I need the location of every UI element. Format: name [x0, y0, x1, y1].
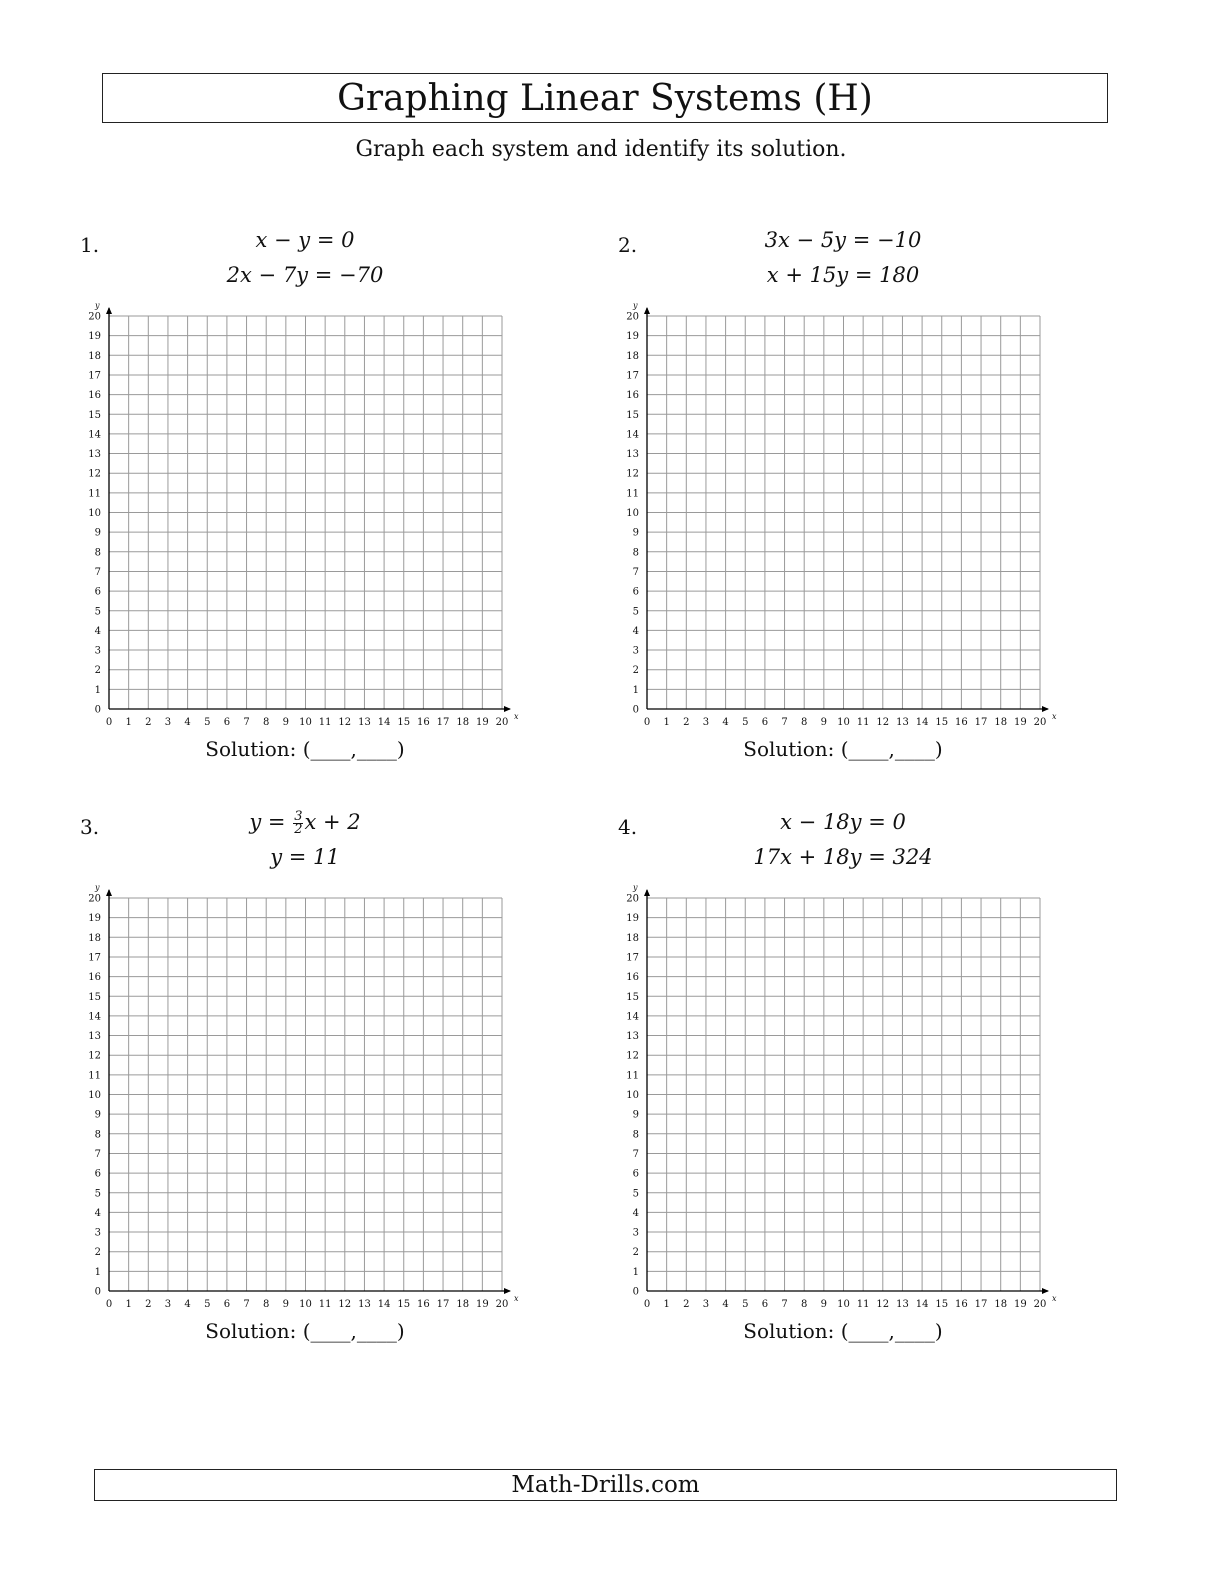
x-tick-label: 19: [1013, 717, 1027, 728]
equation-1: 3x − 5y = −10: [764, 228, 922, 252]
x-tick-label: 9: [820, 717, 828, 728]
x-tick-label: 18: [994, 1299, 1008, 1310]
y-tick-label: 18: [626, 350, 639, 362]
x-tick-label: 7: [781, 717, 788, 728]
x-tick-label: 1: [663, 717, 670, 728]
problem-3: [80, 809, 620, 1375]
problem-2: [618, 228, 1158, 793]
x-tick-label: 5: [742, 717, 749, 728]
y-axis-arrow-icon: [106, 307, 112, 314]
x-tick-label: 13: [358, 1299, 371, 1310]
x-tick-label: 15: [935, 1299, 949, 1310]
equation-1: x − 18y = 0: [780, 810, 906, 834]
footer: Math-Drills.com: [94, 1469, 1117, 1501]
x-tick-label: 12: [876, 717, 890, 728]
x-tick-label: 15: [935, 717, 949, 728]
grid-lines: [647, 898, 1040, 1291]
x-tick-label: 3: [164, 1299, 172, 1310]
y-tick-label: 6: [94, 1168, 101, 1180]
y-tick-label: 10: [626, 508, 639, 519]
y-tick-label: 17: [88, 370, 101, 382]
x-tick-label: 10: [299, 717, 312, 728]
equation-prefix: y =: [249, 810, 293, 834]
y-tick-label: 12: [88, 468, 101, 480]
x-tick-label: 14: [377, 717, 391, 728]
coordinate-grid[interactable]: [618, 871, 1068, 1311]
x-tick-label: 2: [145, 717, 152, 728]
y-tick-label: 10: [88, 508, 101, 519]
x-axis-arrow-icon: [1042, 706, 1049, 712]
y-tick-label: 19: [88, 331, 101, 343]
solution-line[interactable]: Solution: (____,____): [743, 1319, 943, 1343]
grid-lines: [109, 898, 502, 1291]
y-tick-label: 2: [632, 1247, 639, 1259]
grid-lines: [647, 316, 1040, 709]
x-tick-label: 8: [801, 1299, 808, 1310]
x-tick-label: 0: [105, 717, 113, 728]
equation-2: x + 15y = 180: [766, 263, 920, 287]
x-tick-label: 3: [702, 1299, 710, 1310]
x-tick-label: 20: [1033, 1299, 1047, 1310]
y-tick-label: 17: [626, 370, 639, 382]
y-tick-label: 6: [632, 586, 639, 598]
y-tick-label: 8: [94, 547, 101, 559]
x-tick-label: 11: [318, 1299, 332, 1310]
fraction-denominator: 2: [294, 822, 303, 837]
x-tick-label: 8: [263, 1299, 270, 1310]
problem-4: [618, 810, 1158, 1375]
x-tick-label: 17: [974, 717, 988, 728]
y-tick-label: 4: [632, 1207, 639, 1219]
fraction-numerator: 3: [294, 809, 303, 824]
y-tick-label: 18: [626, 932, 639, 944]
y-tick-label: 4: [94, 625, 101, 637]
y-tick-label: 11: [626, 1070, 639, 1082]
y-tick-label: 7: [632, 1148, 639, 1160]
y-tick-label: 5: [94, 606, 101, 618]
equation-1: [180, 810, 430, 836]
x-tick-label: 12: [338, 717, 352, 728]
y-tick-label: 18: [88, 350, 101, 362]
y-tick-label: 14: [626, 1011, 639, 1023]
x-tick-label: 4: [184, 717, 191, 728]
x-tick-label: 18: [994, 717, 1008, 728]
y-tick-label: 0: [632, 704, 639, 716]
y-tick-label: 8: [632, 547, 639, 559]
x-tick-label: 5: [204, 717, 211, 728]
x-tick-label: 5: [204, 1299, 211, 1310]
equation-suffix: x + 2: [304, 810, 361, 834]
y-tick-label: 2: [94, 665, 101, 677]
y-tick-label: 12: [626, 1050, 639, 1062]
y-tick-label: 15: [88, 991, 101, 1003]
y-tick-label: 7: [94, 566, 101, 578]
y-tick-label: 5: [94, 1188, 101, 1200]
fraction: [293, 811, 303, 836]
solution-line[interactable]: Solution: (____,____): [205, 1319, 405, 1343]
x-tick-label: 4: [722, 717, 729, 728]
x-tick-label: 19: [475, 1299, 489, 1310]
equation-2: 2x − 7y = −70: [226, 263, 384, 287]
y-tick-label: 6: [632, 1168, 639, 1180]
y-tick-label: 9: [94, 1109, 101, 1121]
x-tick-label: 10: [837, 1299, 850, 1310]
x-tick-label: 19: [1013, 1299, 1027, 1310]
y-tick-label: 2: [94, 1247, 101, 1259]
x-tick-label: 4: [184, 1299, 191, 1310]
y-tick-label: 13: [88, 1031, 101, 1043]
x-tick-label: 16: [955, 1299, 968, 1310]
y-tick-label: 9: [94, 527, 101, 539]
grid-lines: [109, 316, 502, 709]
x-tick-label: 7: [243, 717, 250, 728]
x-tick-label: 16: [417, 717, 430, 728]
problem-number: 3.: [80, 815, 100, 839]
coordinate-grid[interactable]: [80, 289, 530, 729]
x-tick-label: 10: [837, 717, 850, 728]
y-tick-label: 7: [94, 1148, 101, 1160]
y-tick-label: 19: [88, 913, 101, 925]
y-tick-label: 16: [626, 972, 639, 984]
y-tick-label: 16: [88, 390, 101, 402]
x-tick-label: 18: [456, 717, 470, 728]
x-tick-label: 14: [377, 1299, 391, 1310]
x-tick-label: 13: [896, 717, 909, 728]
x-tick-label: 2: [683, 1299, 690, 1310]
y-tick-label: 15: [626, 409, 639, 421]
x-tick-label: 10: [299, 1299, 312, 1310]
x-tick-label: 17: [974, 1299, 988, 1310]
x-tick-label: 15: [397, 1299, 411, 1310]
y-tick-label: 13: [88, 449, 101, 461]
x-tick-label: 20: [495, 717, 509, 728]
y-tick-label: 15: [88, 409, 101, 421]
x-tick-label: 9: [282, 1299, 290, 1310]
x-tick-label: 20: [1033, 717, 1047, 728]
y-tick-label: 4: [632, 625, 639, 637]
y-tick-label: 3: [94, 1227, 101, 1239]
y-tick-label: 13: [626, 1031, 639, 1043]
y-tick-label: 11: [88, 1070, 101, 1082]
y-tick-label: 0: [632, 1286, 639, 1298]
x-tick-label: 14: [915, 717, 929, 728]
x-axis-arrow-icon: [1042, 1288, 1049, 1294]
x-tick-label: 8: [263, 717, 270, 728]
x-tick-label: 16: [955, 717, 968, 728]
x-tick-label: 1: [663, 1299, 670, 1310]
solution-line[interactable]: Solution: (____,____): [743, 737, 943, 761]
y-tick-label: 8: [632, 1129, 639, 1141]
y-tick-label: 6: [94, 586, 101, 598]
y-tick-label: 0: [94, 1286, 101, 1298]
y-tick-label: 16: [88, 972, 101, 984]
y-tick-label: 1: [632, 684, 639, 696]
y-tick-label: 18: [88, 932, 101, 944]
y-tick-label: 4: [94, 1207, 101, 1219]
x-tick-label: 12: [338, 1299, 352, 1310]
x-tick-label: 6: [761, 1299, 769, 1310]
x-tick-label: 17: [436, 717, 450, 728]
x-tick-label: 5: [742, 1299, 749, 1310]
x-tick-label: 6: [761, 717, 769, 728]
y-tick-label: 3: [632, 1227, 639, 1239]
x-axis-arrow-icon: [504, 706, 511, 712]
coordinate-grid[interactable]: [618, 289, 1068, 729]
instructions: Graph each system and identify its solution.: [355, 137, 847, 162]
y-tick-label: 12: [626, 468, 639, 480]
y-tick-label: 9: [632, 527, 639, 539]
y-axis-label: y: [95, 883, 100, 892]
x-tick-label: 6: [223, 1299, 231, 1310]
x-tick-label: 0: [643, 717, 651, 728]
x-tick-label: 19: [475, 717, 489, 728]
y-tick-label: 20: [626, 893, 639, 905]
x-tick-label: 0: [643, 1299, 651, 1310]
problem-1: [80, 228, 620, 793]
x-tick-label: 1: [125, 1299, 132, 1310]
x-tick-label: 7: [781, 1299, 788, 1310]
y-axis-label: y: [95, 301, 100, 310]
problem-number: 4.: [618, 815, 638, 839]
x-tick-label: 1: [125, 717, 132, 728]
y-tick-label: 1: [94, 1266, 101, 1278]
y-tick-label: 14: [626, 429, 639, 441]
x-tick-label: 14: [915, 1299, 929, 1310]
x-tick-label: 18: [456, 1299, 470, 1310]
y-tick-label: 0: [94, 704, 101, 716]
equation-1: x − y = 0: [255, 228, 355, 252]
y-tick-label: 20: [88, 311, 101, 323]
y-tick-label: 14: [88, 1011, 101, 1023]
x-axis-label: x: [1052, 1294, 1057, 1303]
y-tick-label: 1: [632, 1266, 639, 1278]
x-axis-arrow-icon: [504, 1288, 511, 1294]
y-tick-label: 20: [88, 893, 101, 905]
x-tick-label: 16: [417, 1299, 430, 1310]
y-tick-label: 17: [626, 952, 639, 964]
y-axis-arrow-icon: [106, 889, 112, 896]
x-tick-label: 11: [856, 1299, 870, 1310]
x-tick-label: 7: [243, 1299, 250, 1310]
equation-2: 17x + 18y = 324: [753, 845, 933, 869]
x-tick-label: 9: [282, 717, 290, 728]
x-axis-label: x: [1052, 712, 1057, 721]
x-tick-label: 2: [145, 1299, 152, 1310]
x-tick-label: 13: [896, 1299, 909, 1310]
problem-number: 1.: [80, 233, 100, 257]
x-tick-label: 20: [495, 1299, 509, 1310]
y-tick-label: 19: [626, 331, 639, 343]
y-tick-label: 2: [632, 665, 639, 677]
solution-line[interactable]: Solution: (____,____): [205, 737, 405, 761]
y-tick-label: 5: [632, 1188, 639, 1200]
y-tick-label: 8: [94, 1129, 101, 1141]
x-tick-label: 2: [683, 717, 690, 728]
y-axis-label: y: [633, 301, 638, 310]
y-tick-label: 20: [626, 311, 639, 323]
y-tick-label: 3: [632, 645, 639, 657]
y-tick-label: 1: [94, 684, 101, 696]
coordinate-grid[interactable]: [80, 871, 530, 1311]
y-tick-label: 17: [88, 952, 101, 964]
x-tick-label: 6: [223, 717, 231, 728]
y-axis-arrow-icon: [644, 889, 650, 896]
x-tick-label: 8: [801, 717, 808, 728]
problem-number: 2.: [618, 233, 638, 257]
y-tick-label: 14: [88, 429, 101, 441]
y-tick-label: 5: [632, 606, 639, 618]
x-tick-label: 12: [876, 1299, 890, 1310]
x-tick-label: 13: [358, 717, 371, 728]
x-tick-label: 3: [164, 717, 172, 728]
y-tick-label: 16: [626, 390, 639, 402]
y-tick-label: 7: [632, 566, 639, 578]
x-tick-label: 3: [702, 717, 710, 728]
worksheet-title: Graphing Linear Systems (H): [102, 73, 1108, 123]
y-tick-label: 3: [94, 645, 101, 657]
y-axis-arrow-icon: [644, 307, 650, 314]
y-tick-label: 15: [626, 991, 639, 1003]
y-tick-label: 10: [88, 1090, 101, 1101]
x-tick-label: 15: [397, 717, 411, 728]
y-tick-label: 11: [626, 488, 639, 500]
y-tick-label: 11: [88, 488, 101, 500]
y-tick-label: 19: [626, 913, 639, 925]
y-axis-label: y: [633, 883, 638, 892]
x-tick-label: 11: [318, 717, 332, 728]
x-tick-label: 17: [436, 1299, 450, 1310]
x-axis-label: x: [514, 712, 519, 721]
equation-2: y = 11: [270, 845, 340, 869]
y-tick-label: 9: [632, 1109, 639, 1121]
x-tick-label: 0: [105, 1299, 113, 1310]
x-axis-label: x: [514, 1294, 519, 1303]
x-tick-label: 11: [856, 717, 870, 728]
x-tick-label: 4: [722, 1299, 729, 1310]
y-tick-label: 10: [626, 1090, 639, 1101]
x-tick-label: 9: [820, 1299, 828, 1310]
y-tick-label: 12: [88, 1050, 101, 1062]
y-tick-label: 13: [626, 449, 639, 461]
